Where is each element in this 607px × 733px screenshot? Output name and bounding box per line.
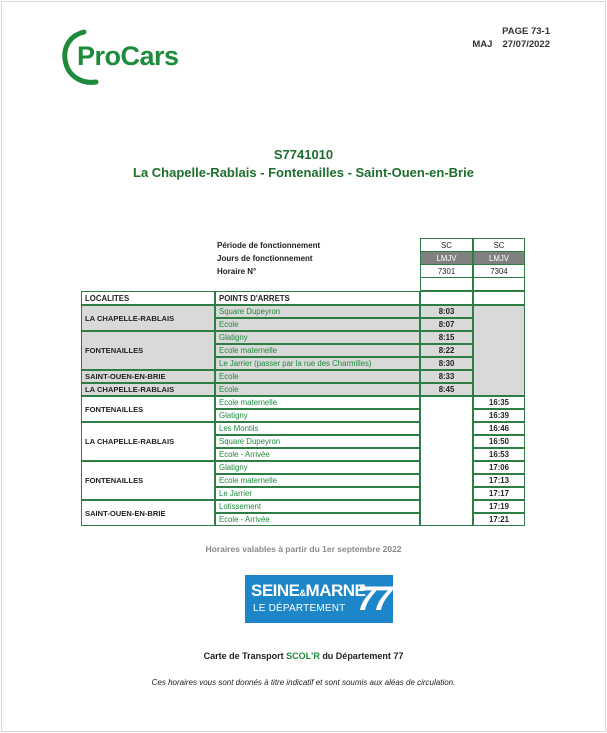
time-cell: 8:07 bbox=[420, 318, 473, 331]
jours-label: Jours de fonctionnement bbox=[217, 254, 313, 263]
stop-cell: Ecole bbox=[215, 318, 420, 331]
horaire-col2: 7304 bbox=[473, 264, 525, 278]
jours-col2: LMJV bbox=[473, 251, 525, 265]
route-name: La Chapelle-Rablais - Fontenailles - Saint-Ouen-en-Brie bbox=[133, 165, 474, 180]
locality-cell: SAINT-OUEN-EN-BRIE bbox=[81, 370, 215, 383]
locality-cell: FONTENAILLES bbox=[81, 461, 215, 500]
sm-logo-line2: LE DÉPARTEMENT bbox=[253, 603, 346, 614]
locality-cell: LA CHAPELLE-RABLAIS bbox=[81, 422, 215, 461]
locality-cell: LA CHAPELLE-RABLAIS bbox=[81, 305, 215, 331]
header-empty-col1 bbox=[420, 291, 473, 305]
time-cell: 17:17 bbox=[473, 487, 525, 500]
update-line bbox=[472, 38, 550, 51]
header-empty-col2 bbox=[473, 291, 525, 305]
periode-col1: SC bbox=[420, 238, 473, 252]
stop-cell: Ecole maternelle bbox=[215, 396, 420, 409]
stop-cell: Ecole bbox=[215, 370, 420, 383]
time-cell: 16:46 bbox=[473, 422, 525, 435]
time-cell: 8:45 bbox=[420, 383, 473, 396]
sm-logo-line1: SEINE&MARNE bbox=[251, 581, 366, 600]
time-cell: 8:03 bbox=[420, 305, 473, 318]
page-number: PAGE 73-1 bbox=[502, 26, 550, 37]
sm-logo-number: 77 bbox=[357, 580, 389, 618]
time-cell: 17:13 bbox=[473, 474, 525, 487]
disclaimer-note: Ces horaires vous sont donnés à titre indicatif et sont soumis aux aléas de circulation. bbox=[151, 678, 456, 687]
time-cell: 17:06 bbox=[473, 461, 525, 474]
time-cell: 8:22 bbox=[420, 344, 473, 357]
stop-cell: Glatigny bbox=[215, 331, 420, 344]
spacer-col2 bbox=[473, 277, 525, 291]
time-cell: 17:21 bbox=[473, 513, 525, 526]
time-cell: 17:19 bbox=[473, 500, 525, 513]
locality-cell: FONTENAILLES bbox=[81, 331, 215, 370]
time-cell: 8:33 bbox=[420, 370, 473, 383]
stop-cell: Square Dupeyron bbox=[215, 305, 420, 318]
time-cell: 16:35 bbox=[473, 396, 525, 409]
empty-block-col1 bbox=[420, 396, 473, 526]
empty-block-col2 bbox=[473, 305, 525, 396]
spacer-col1 bbox=[420, 277, 473, 291]
transport-card-line: Carte de Transport SCOL'R du Département 77 bbox=[203, 651, 404, 661]
header-localites: LOCALITES bbox=[81, 291, 215, 305]
time-cell: 8:15 bbox=[420, 331, 473, 344]
stop-cell: Glatigny bbox=[215, 461, 420, 474]
stop-cell: Ecole bbox=[215, 383, 420, 396]
stop-cell: Ecole - Arrivée bbox=[215, 448, 420, 461]
locality-cell: LA CHAPELLE-RABLAIS bbox=[81, 383, 215, 396]
maj-label: MAJ bbox=[472, 39, 493, 50]
time-cell: 16:53 bbox=[473, 448, 525, 461]
stop-cell: Ecole maternelle bbox=[215, 344, 420, 357]
stop-cell: Lotissement bbox=[215, 500, 420, 513]
logo-text: ProCars bbox=[77, 41, 179, 71]
stop-cell: Glatigny bbox=[215, 409, 420, 422]
horaire-label: Horaire N° bbox=[217, 267, 257, 276]
horaire-col1: 7301 bbox=[420, 264, 473, 278]
time-cell: 16:39 bbox=[473, 409, 525, 422]
time-cell: 16:50 bbox=[473, 435, 525, 448]
stop-cell: Ecole maternelle bbox=[215, 474, 420, 487]
stop-cell: Les Montils bbox=[215, 422, 420, 435]
procars-logo bbox=[60, 26, 200, 90]
stop-cell: Ecole - Arrivée bbox=[215, 513, 420, 526]
locality-cell: FONTENAILLES bbox=[81, 396, 215, 422]
stop-cell: Le Jarrier bbox=[215, 487, 420, 500]
jours-col1: LMJV bbox=[420, 251, 473, 265]
stop-cell: Square Dupeyron bbox=[215, 435, 420, 448]
line-code: S7741010 bbox=[273, 147, 334, 162]
stop-cell: Le Jarrier (passer par la rue des Charmilles) bbox=[215, 357, 420, 370]
time-cell: 8:30 bbox=[420, 357, 473, 370]
validity-note: Horaires valables à partir du 1er septembre 2022 bbox=[205, 544, 402, 554]
maj-date: 27/07/2022 bbox=[502, 39, 550, 50]
locality-cell: SAINT-OUEN-EN-BRIE bbox=[81, 500, 215, 526]
periode-col2: SC bbox=[473, 238, 525, 252]
seine-et-marne-logo bbox=[245, 575, 393, 623]
periode-label: Période de fonctionnement bbox=[217, 241, 321, 250]
page-reference bbox=[472, 25, 550, 51]
header-points: POINTS D'ARRETS bbox=[215, 291, 420, 305]
